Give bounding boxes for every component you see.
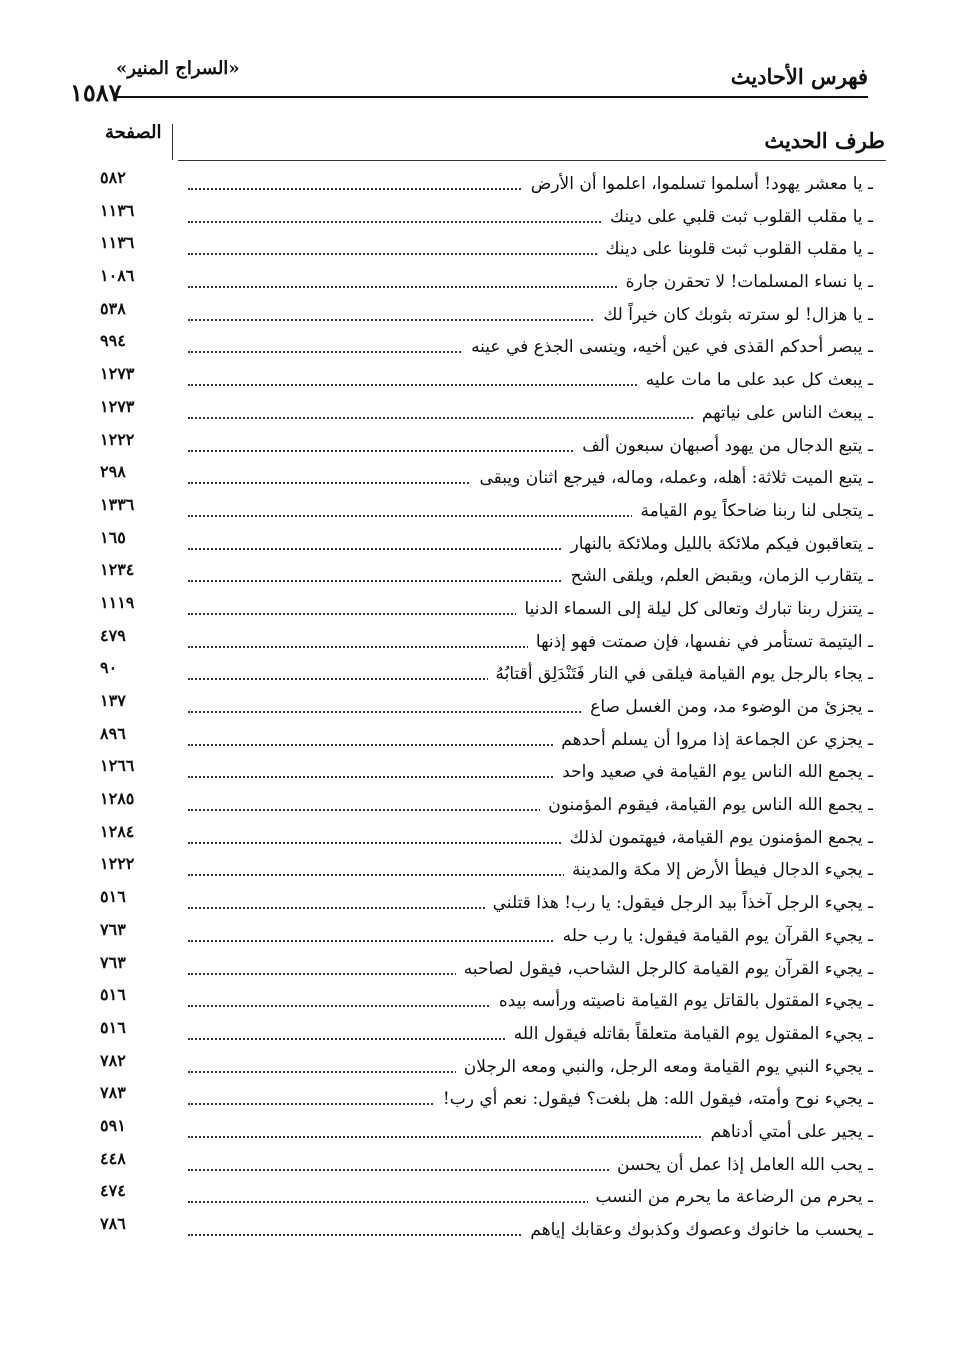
page-reference: ٥١٦ bbox=[100, 1017, 126, 1037]
index-entry bbox=[0, 460, 955, 493]
hadith-text: ـ يتبع الدجال من يهود أصبهان سبعون ألف bbox=[574, 436, 873, 456]
hadith-text: ـ يا هزال! لو سترته بثوبك كان خيراً لك bbox=[595, 305, 873, 325]
hadith-text: ـ يا نساء المسلمات! لا تحقرن جارة bbox=[618, 272, 873, 292]
page-reference: ٥٨٢ bbox=[100, 168, 126, 187]
index-entries bbox=[0, 166, 955, 1245]
index-entry bbox=[0, 297, 955, 330]
index-entry bbox=[0, 428, 955, 461]
index-entry bbox=[0, 526, 955, 559]
index-title: فهرس الأحاديث bbox=[730, 64, 868, 89]
index-entry bbox=[0, 1179, 955, 1212]
hadith-text: ـ يجير على أمتي أدناهم bbox=[703, 1122, 873, 1142]
hadith-text: ـ يبصر أحدكم القذى في عين أخيه، وينسى الجذع في عينه bbox=[463, 337, 873, 357]
hadith-text: ـ يحب الله العامل إذا عمل أن يحسن bbox=[609, 1155, 873, 1175]
index-entry bbox=[0, 166, 955, 199]
index-entry bbox=[0, 1016, 955, 1049]
running-head bbox=[70, 52, 868, 107]
page-reference: ١٢٢٢ bbox=[100, 429, 135, 449]
index-entry bbox=[0, 264, 955, 297]
column-header-rule bbox=[178, 160, 886, 161]
column-header-page: الصفحة bbox=[105, 122, 162, 143]
hadith-text: ـ يا معشر يهود! أسلموا تسلموا، اعلموا أن الأرض bbox=[523, 174, 873, 194]
index-entry bbox=[0, 362, 955, 395]
page-reference: ٤٧٩ bbox=[100, 625, 126, 645]
hadith-text: ـ يتقارب الزمان، ويقبض العلم، ويلقى الشح bbox=[563, 566, 873, 586]
index-entry bbox=[0, 1212, 955, 1245]
page-reference: ١٢٨٥ bbox=[100, 789, 135, 809]
page-reference: ١٦٥ bbox=[100, 527, 126, 547]
book-title: «السراج المنير» bbox=[116, 58, 240, 79]
page-reference: ٤٧٤ bbox=[100, 1181, 126, 1201]
index-entry bbox=[0, 591, 955, 624]
page-reference: ١٣٧ bbox=[100, 691, 126, 710]
column-divider bbox=[172, 124, 173, 160]
hadith-text: ـ يتبع الميت ثلاثة: أهله، وعمله، وماله، فيرجع اثنان ويبقى bbox=[471, 468, 873, 488]
hadith-text: ـ يجيء النبي يوم القيامة ومعه الرجل، والنبي ومعه الرجلان bbox=[456, 1057, 873, 1077]
index-entry bbox=[0, 689, 955, 722]
index-entry bbox=[0, 951, 955, 984]
page-reference: ٧٦٣ bbox=[100, 952, 126, 972]
page-reference: ٩٩٤ bbox=[100, 331, 126, 351]
hadith-text: ـ يتعاقبون فيكم ملائكة بالليل وملائكة بالنهار bbox=[563, 534, 873, 554]
hadith-text: ـ يبعث كل عبد على ما مات عليه bbox=[638, 370, 873, 390]
index-entry bbox=[0, 1049, 955, 1082]
index-entry bbox=[0, 754, 955, 787]
page-reference: ٤٤٨ bbox=[100, 1148, 126, 1168]
page-reference: ١٠٨٦ bbox=[100, 266, 135, 286]
page-reference: ١٢٧٣ bbox=[100, 364, 135, 384]
page-reference: ٧٨٦ bbox=[100, 1214, 126, 1233]
hadith-text: ـ يجمع الله الناس يوم القيامة في صعيد واحد bbox=[554, 762, 873, 782]
index-entry bbox=[0, 983, 955, 1016]
hadith-text: ـ يا مقلب القلوب ثبت قلوبنا على دينك bbox=[598, 239, 874, 259]
hadith-text: ـ يجيء نوح وأمته، فيقول الله: هل بلغت؟ فيقول: نعم أي رب! bbox=[435, 1089, 873, 1109]
index-entry bbox=[0, 787, 955, 820]
page-reference: ١٢٢٢ bbox=[100, 854, 135, 874]
index-entry bbox=[0, 558, 955, 591]
page-number: ١٥٨٧ bbox=[70, 78, 122, 107]
page-reference: ١٣٣٦ bbox=[100, 494, 135, 514]
page-reference: ٢٩٨ bbox=[100, 462, 126, 482]
page-reference: ١١٣٦ bbox=[100, 200, 135, 220]
hadith-text: ـ يجيء القرآن يوم القيامة كالرجل الشاحب، فيقول لصاحبه bbox=[456, 959, 873, 979]
hadith-text: ـ يجيء الدجال فيطأ الأرض إلا مكة والمدينة bbox=[564, 860, 873, 880]
page-reference: ١٢٨٤ bbox=[100, 821, 135, 841]
index-entry bbox=[0, 820, 955, 853]
page-reference: ٧٨٢ bbox=[100, 1050, 126, 1070]
hadith-text: ـ يجزئ من الوضوء مد، ومن الغسل صاع bbox=[582, 697, 873, 717]
hadith-text: ـ يا مقلب القلوب ثبت قلبي على دينك bbox=[602, 207, 873, 227]
index-entry bbox=[0, 624, 955, 657]
index-entry bbox=[0, 1081, 955, 1114]
page-reference: ٥١٦ bbox=[100, 887, 126, 907]
hadith-text: ـ يجمع الله الناس يوم القيامة، فيقوم المؤمنون bbox=[540, 795, 873, 815]
page-reference: ٥٩١ bbox=[100, 1115, 126, 1135]
index-entry bbox=[0, 1147, 955, 1180]
index-entry bbox=[0, 722, 955, 755]
column-header-hadith: طرف الحديث bbox=[764, 128, 885, 153]
index-entry bbox=[0, 329, 955, 362]
page-reference: ٧٦٣ bbox=[100, 919, 126, 939]
index-entry bbox=[0, 1114, 955, 1147]
index-entry bbox=[0, 885, 955, 918]
hadith-text: ـ يجيء القرآن يوم القيامة فيقول: يا رب حله bbox=[555, 926, 873, 946]
hadith-text: ـ يبعث الناس على نياتهم bbox=[694, 403, 873, 423]
index-entry bbox=[0, 231, 955, 264]
page-reference: ٥٣٨ bbox=[100, 298, 126, 318]
header-rule bbox=[114, 96, 868, 98]
hadith-text: ـ يجزي عن الجماعة إذا مروا أن يسلم أحدهم bbox=[553, 730, 873, 750]
page-reference: ١٢٣٤ bbox=[100, 560, 135, 580]
hadith-text: ـ يجمع المؤمنون يوم القيامة، فيهتمون لذلك bbox=[562, 828, 874, 848]
page-reference: ١١١٩ bbox=[100, 592, 135, 612]
hadith-text: ـ اليتيمة تستأمر في نفسها، فإن صمتت فهو إذنها bbox=[528, 632, 873, 652]
index-entry bbox=[0, 199, 955, 232]
page-reference: ١١٣٦ bbox=[100, 233, 135, 253]
index-entry bbox=[0, 656, 955, 689]
page-reference: ٩٠ bbox=[100, 658, 118, 678]
hadith-text: ـ يتنزل ربنا تبارك وتعالى كل ليلة إلى السماء الدنيا bbox=[516, 599, 873, 619]
index-entry bbox=[0, 918, 955, 951]
page-reference: ٥١٦ bbox=[100, 985, 126, 1005]
index-entry bbox=[0, 493, 955, 526]
column-headers bbox=[105, 122, 885, 162]
index-entry bbox=[0, 852, 955, 885]
hadith-text: ـ يحسب ما خانوك وعصوك وكذبوك وعقابك إياهم bbox=[522, 1220, 873, 1240]
hadith-text: ـ يتجلى لنا ربنا ضاحكاً يوم القيامة bbox=[632, 501, 873, 521]
hadith-text: ـ يجيء الرجل آخذاً بيد الرجل فيقول: يا رب! هذا قتلني bbox=[485, 893, 873, 913]
page-reference: ١٢٧٣ bbox=[100, 396, 135, 416]
index-entry bbox=[0, 395, 955, 428]
hadith-text: ـ يجيء المقتول بالقاتل يوم القيامة ناصيته ورأسه بيده bbox=[491, 991, 873, 1011]
hadith-text: ـ يجاء بالرجل يوم القيامة فيلقى في النار فَتَنْدَلِق أقتابُهُ bbox=[488, 664, 873, 684]
page-reference: ١٢٦٦ bbox=[100, 756, 135, 776]
page-reference: ٨٩٦ bbox=[100, 723, 126, 743]
page-reference: ٧٨٣ bbox=[100, 1083, 126, 1103]
hadith-text: ـ يجيء المقتول يوم القيامة متعلقاً بقاتله فيقول الله bbox=[506, 1024, 873, 1044]
hadith-text: ـ يحرم من الرضاعة ما يحرم من النسب bbox=[588, 1187, 873, 1207]
